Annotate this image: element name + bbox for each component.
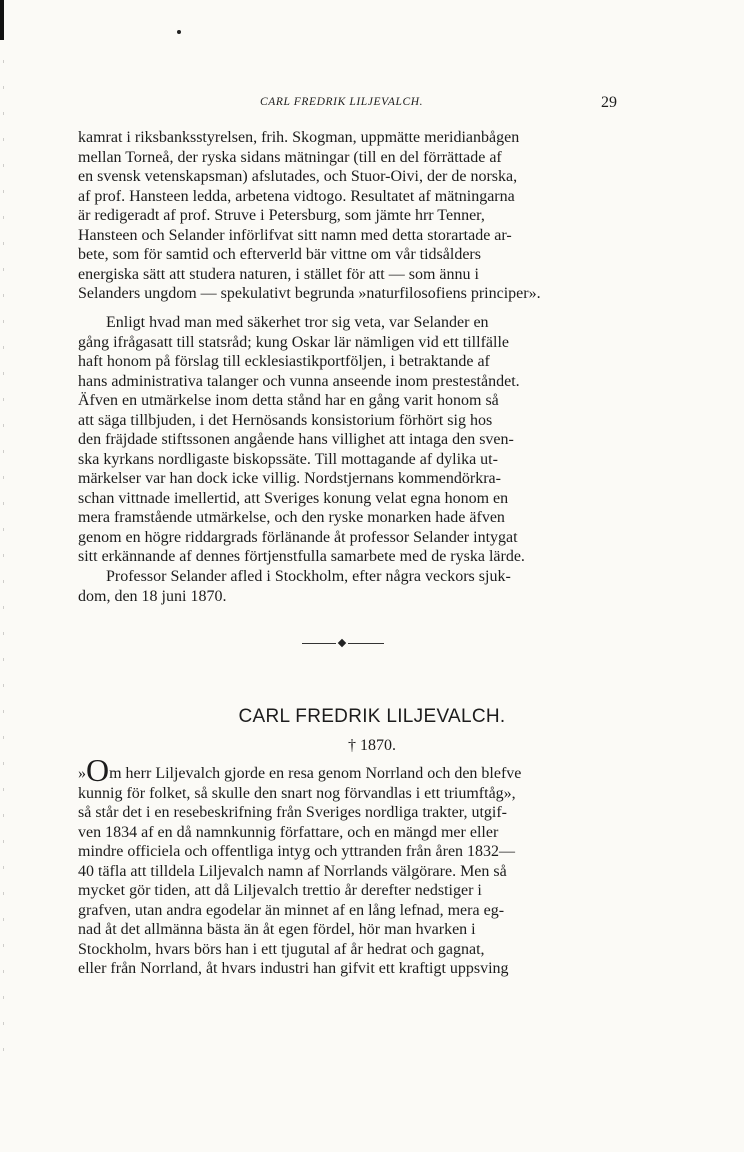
text-line: af prof. Hansteen ledda, arbetena vidtogo. Resultatet af mätningarna <box>78 187 515 205</box>
scan-edge-noise <box>3 60 4 1060</box>
text-line: ven 1834 af en då namnkunnig författare, och en mängd mer eller <box>78 823 499 841</box>
text-line: dom, den 18 juni 1870. <box>78 587 227 605</box>
text-line: en svensk vetenskapsman) afslutades, och Stuor-Oivi, der de norska, <box>78 168 518 185</box>
text-line: mindre officiela och offentliga intyg och yttranden från åren 1832— <box>78 843 516 860</box>
section-title: CARL FREDRIK LILJEVALCH. <box>238 706 506 727</box>
text-line: eller från Norrland, åt hvars industri han gifvit ett kraftigt uppsving <box>78 960 509 977</box>
text-line: 40 täfla att tilldela Liljevalch namn af Norrlands välgörare. Men så <box>78 862 507 880</box>
text-line: Stockholm, hvars börs han i ett tjugutal af år hedrat och gagnat, <box>78 940 485 958</box>
paragraph-2 <box>78 313 615 567</box>
text-line: mellan Torneå, der ryska sidans mätningar (till en del förrättade af <box>78 148 502 166</box>
open-quote: » <box>78 765 86 782</box>
running-head: CARL FREDRIK LILJEVALCH. <box>260 96 424 108</box>
p4-lines <box>78 785 516 978</box>
text-line: att säga tillbjuden, i det Hernösands konsistorium förhört sig hos <box>78 411 493 429</box>
text-line: kamrat i riksbanksstyrelsen, frih. Skogman, uppmätte meridianbågen <box>78 129 520 146</box>
text-line: Professor Selander afled i Stockholm, efter några veckors sjuk- <box>106 568 511 585</box>
p4-first-line-rest: m herr Liljevalch gjorde en resa genom Norrland och den blefve <box>109 765 522 782</box>
scan-edge-mark <box>0 0 4 40</box>
text-line: Hansteen och Selander införlifvat sitt namn med detta storartade ar- <box>78 226 512 244</box>
text-line: så står det i en resebeskrifning från Sveriges nordliga trakter, utgif- <box>78 804 507 821</box>
paragraph-4 <box>78 752 615 979</box>
drop-cap: O <box>86 752 110 788</box>
scan-speck <box>177 30 181 34</box>
text-line: ska kyrkans nordligaste biskopssäte. Till mottagande af dylika ut- <box>78 450 498 468</box>
text-line: haft honom på förslag till ecklesiastikportföljen, i betraktande af <box>78 353 490 370</box>
text-line: den fräjdade stiftssonen angående hans villighet att intaga den sven- <box>78 431 514 448</box>
text-line: Enligt hvad man med säkerhet tror sig veta, var Selander en <box>106 314 489 331</box>
page-number: 29 <box>601 94 617 111</box>
text-line: Selanders ungdom — spekulativt begrunda »naturfilosofiens principer». <box>78 285 541 302</box>
text-line: är redigeradt af prof. Struve i Petersburg, som jämte hrr Tenner, <box>78 207 485 224</box>
paragraph-3 <box>78 567 615 606</box>
text-line: kunnig för folket, så skulle den snart nog förvandlas i ett triumftåg», <box>78 784 516 802</box>
text-line: bete, som för samtid och efterverld bär vittne om vår tidsålders <box>78 246 481 263</box>
text-line: sitt erkännande af dennes förtjenstfulla samarbete med de ryska lärde. <box>78 548 525 565</box>
section-divider-ornament <box>302 640 384 648</box>
text-line: energiska sätt att studera naturen, i stället för att — som ännu i <box>78 265 479 283</box>
text-line: gång ifrågasatt till statsråd; kung Oskar lär nämligen vid ett tillfälle <box>78 333 509 351</box>
text-line: mycket gör tiden, att då Liljevalch trettio år derefter nedstiger i <box>78 882 482 899</box>
text-line: grafven, utan andra egodelar än minnet af en lång lefnad, mera eg- <box>78 901 505 919</box>
text-line: nad åt det allmänna bästa än åt egen fördel, hör man hvarken i <box>78 921 476 938</box>
death-year: † 1870. <box>348 737 396 754</box>
text-line: mera framstående utmärkelse, och den ryske monarken hade äfven <box>78 509 505 526</box>
text-line: hans administrativa talanger och vunna anseende inom presteståndet. <box>78 372 520 390</box>
text-line: märkelser var han dock icke villig. Nordstjernans kommendörkra- <box>78 470 501 487</box>
text-line: genom en högre riddargrads förlänande åt professor Selander intygat <box>78 528 518 546</box>
paragraph-1 <box>78 128 615 304</box>
text-line: schan vittnade imellertid, att Sveriges konung velat egna honom en <box>78 489 509 507</box>
text-line: Äfven en utmärkelse inom detta stånd har en gång varit honom så <box>78 392 499 409</box>
